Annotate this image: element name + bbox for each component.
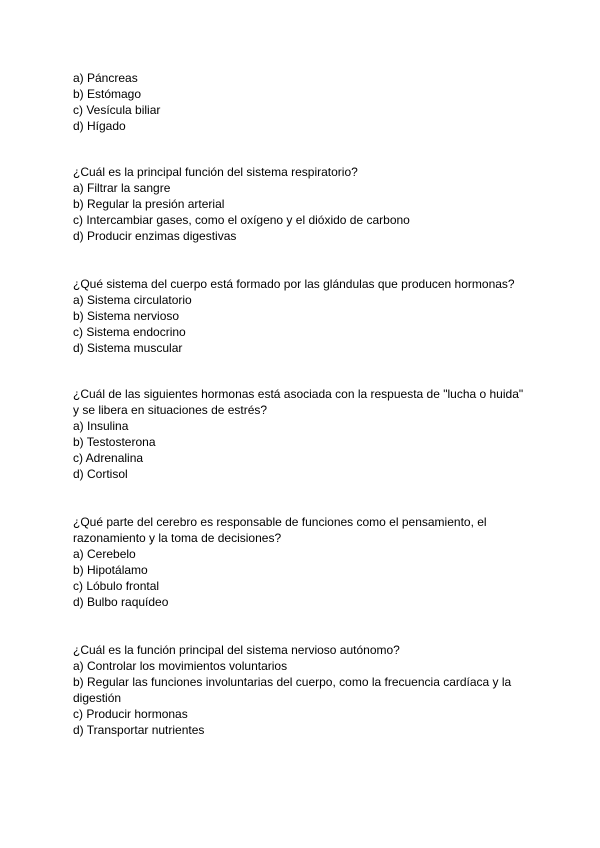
question-text: ¿Cuál es la función principal del sistema nervioso autónomo? (73, 643, 400, 657)
option-b: b) Testosterona (73, 435, 156, 449)
option-c: c) Adrenalina (73, 451, 144, 465)
question-text-line-2: y se libera en situaciones de estrés? (73, 403, 268, 417)
option-d: d) Producir enzimas digestivas (73, 229, 237, 243)
question-text-line-2: razonamiento y la toma de decisiones? (73, 531, 282, 545)
question-text-line-1: ¿Qué parte del cerebro es responsable de funciones como el pensamiento, el (73, 515, 487, 529)
option-a: a) Páncreas (73, 71, 138, 85)
option-d: d) Transportar nutrientes (73, 723, 205, 737)
option-b: b) Hipotálamo (73, 563, 148, 577)
option-d: d) Cortisol (73, 467, 128, 481)
option-a: a) Filtrar la sangre (73, 181, 171, 195)
option-c: c) Sistema endocrino (73, 325, 186, 339)
question-text: ¿Qué sistema del cuerpo está formado por las glándulas que producen hormonas? (73, 277, 515, 291)
question-block-0 (73, 70, 553, 134)
question-block-2 (73, 276, 553, 356)
option-c: c) Intercambiar gases, como el oxígeno y el dióxido de carbono (73, 213, 410, 227)
option-a: a) Sistema circulatorio (73, 293, 192, 307)
option-b: b) Regular las funciones involuntarias del cuerpo, como la frecuencia cardíaca y la (73, 675, 512, 689)
question-text-line-1: ¿Cuál de las siguientes hormonas está asociada con la respuesta de "lucha o huida" (73, 387, 524, 401)
option-b: b) Regular la presión arterial (73, 197, 225, 211)
option-b: b) Estómago (73, 87, 142, 101)
question-block-5 (73, 642, 553, 738)
option-c: c) Lóbulo frontal (73, 579, 160, 593)
question-block-3 (73, 386, 553, 482)
option-a: a) Controlar los movimientos voluntarios (73, 659, 288, 673)
option-d: d) Sistema muscular (73, 341, 183, 355)
option-d: d) Hígado (73, 119, 126, 133)
option-d: d) Bulbo raquídeo (73, 595, 169, 609)
option-a: a) Cerebelo (73, 547, 136, 561)
document-page (73, 70, 553, 738)
option-b: b) Sistema nervioso (73, 309, 180, 323)
option-b-continued: digestión (73, 691, 122, 705)
option-a: a) Insulina (73, 419, 129, 433)
option-c: c) Vesícula biliar (73, 103, 161, 117)
option-c: c) Producir hormonas (73, 707, 188, 721)
question-block-1 (73, 164, 553, 244)
question-text: ¿Cuál es la principal función del sistema respiratorio? (73, 165, 358, 179)
question-block-4 (73, 514, 553, 610)
